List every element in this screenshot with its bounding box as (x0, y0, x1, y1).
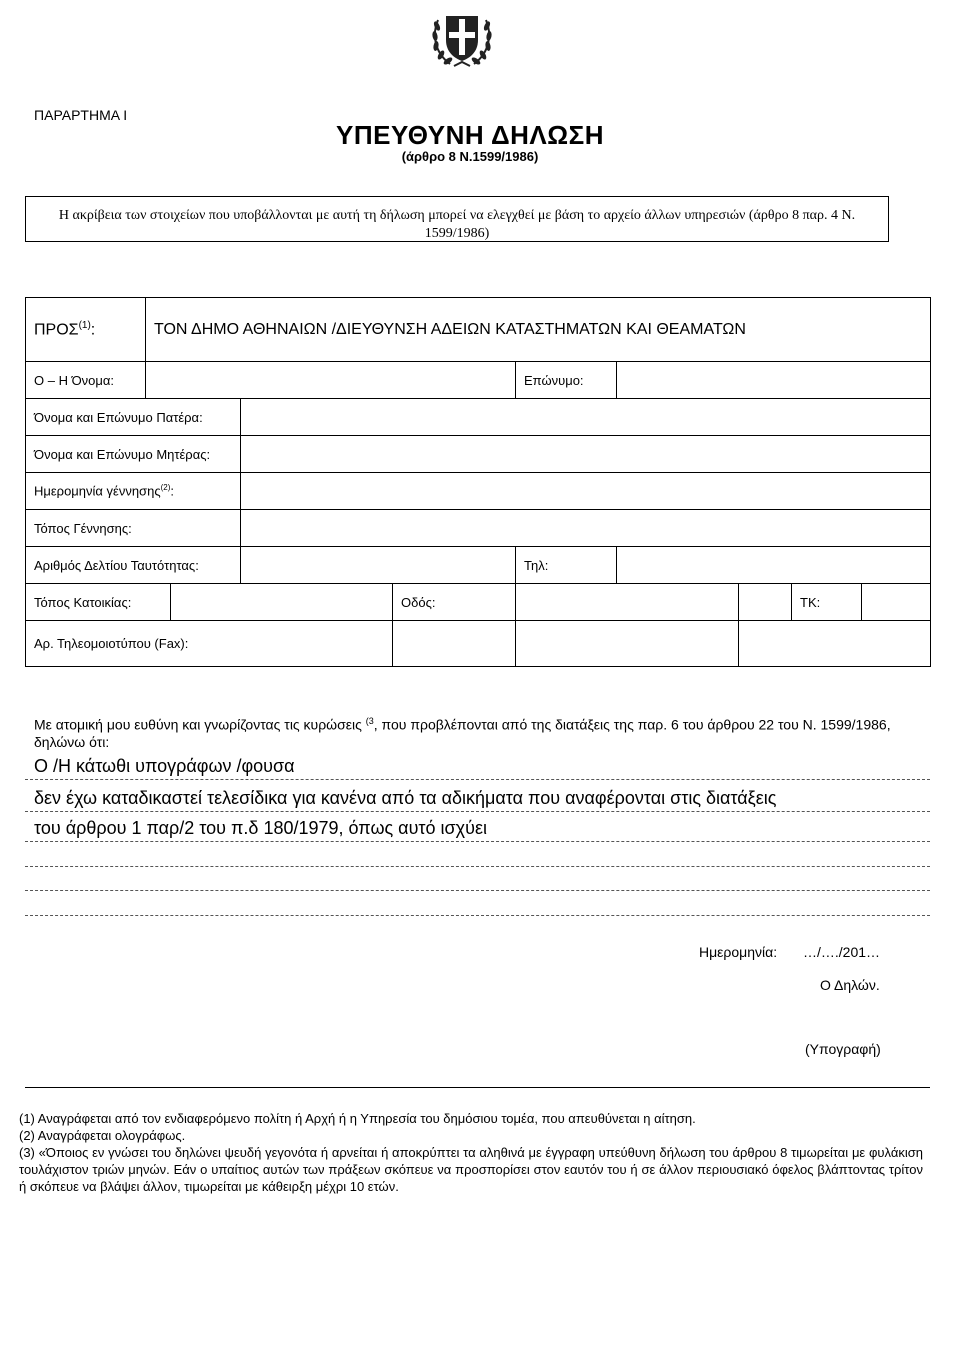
recipient-colon: : (90, 321, 96, 339)
id-label: Αριθμός Δελτίου Ταυτότητας: (26, 547, 241, 584)
birthplace-label: Τόπος Γέννησης: (26, 510, 241, 547)
footnote-2: (2) Αναγράφεται ολογράφως. (19, 1128, 186, 1143)
dotted-line (25, 890, 930, 891)
street-number-field[interactable] (739, 584, 792, 621)
declarant-label: Ο Δηλών. (820, 977, 880, 993)
intro-notice: Η ακρίβεια των στοιχείων που υποβάλλονται με αυτή τη δήλωση μπορεί να ελεγχθεί με βάση το αρχείο άλλων υπηρεσιών (άρθρο 8 παρ. 4 Ν. 1599/1986) (25, 196, 889, 242)
signature-label: (Υπογραφή) (805, 1041, 881, 1057)
residence-field[interactable] (171, 584, 393, 621)
mother-field[interactable] (241, 436, 931, 473)
dotted-line (25, 866, 930, 867)
recipient-value-cell[interactable] (146, 298, 931, 362)
mother-label: Όνομα και Επώνυμο Μητέρας: (26, 436, 241, 473)
footnote-1: (1) Αναγράφεται από τον ενδιαφερόμενο πολίτη ή Αρχή ή η Υπηρεσία του δημόσιου τομέα, που απευθύνεται η αίτηση. (19, 1111, 696, 1126)
email-label-cell (516, 621, 739, 667)
father-label: Όνομα και Επώνυμο Πατέρα: (26, 399, 241, 436)
recipient-label-cell (26, 298, 146, 362)
birthdate-footnote-ref: (2) (160, 483, 171, 493)
birthdate-colon: : (170, 483, 174, 499)
form-row-residence (26, 584, 931, 621)
name-field[interactable] (146, 362, 516, 399)
id-field[interactable] (241, 547, 516, 584)
dotted-line (25, 841, 930, 842)
name-label: Ο – Η Όνομα: (26, 362, 146, 399)
dotted-line (25, 915, 930, 916)
declaration-footnote-ref: (3 (365, 716, 374, 726)
phone-field[interactable] (617, 547, 931, 584)
title-block (0, 120, 960, 164)
recipient-footnote-ref: (1) (78, 319, 91, 331)
page-subtitle: (άρθρο 8 Ν.1599/1986) (401, 149, 539, 164)
form-row-id (26, 547, 931, 584)
postcode-label: ΤΚ: (792, 584, 862, 621)
birthdate-label: Ημερομηνία γέννησης (34, 483, 161, 499)
form-row-fax (26, 621, 931, 667)
declaration-intro-text-1: Με ατομική μου ευθύνη και γνωρίζοντας τις κυρώσεις (34, 716, 362, 733)
date-label: Ημερομηνία: (699, 944, 778, 960)
declaration-line-2[interactable]: δεν έχω καταδικαστεί τελεσίδικα για κανένα από τα αδικήματα που αναφέρονται στις διατάξεις (34, 788, 777, 808)
greek-coat-of-arms-emblem (428, 6, 496, 72)
annex-label: ΠΑΡΑΡΤΗΜΑ Ι (34, 107, 128, 123)
form-row-mother (26, 436, 931, 473)
recipient-label: ΠΡΟΣ (34, 321, 79, 339)
declaration-line-3[interactable]: του άρθρου 1 παρ/2 του π.δ 180/1979, όπως αυτό ισχύει (34, 818, 487, 838)
fax-field[interactable] (393, 621, 516, 667)
surname-field[interactable] (617, 362, 931, 399)
applicant-form (25, 297, 931, 667)
birthdate-field[interactable] (241, 473, 931, 510)
page-title: ΥΠΕΥΘΥΝΗ ΔΗΛΩΣΗ (336, 120, 604, 150)
declaration-intro-text-2: , που προβλέπονται από της διατάξεις της παρ. 6 του άρθρου 22 του Ν. 1599/1986, δηλώνω ότι: (34, 716, 891, 750)
street-label: Οδός: (393, 584, 516, 621)
birthplace-field[interactable] (241, 510, 931, 547)
dotted-line (25, 811, 930, 812)
footnotes (19, 1110, 923, 1195)
date-field[interactable]: …/…./201… (803, 944, 881, 960)
form-row-recipient (26, 298, 931, 362)
dotted-line (25, 779, 930, 780)
fax-label: Αρ. Τηλεομοιοτύπου (Fax): (26, 621, 393, 667)
footnote-3: (3) «Όποιος εν γνώσει του δηλώνει ψευδή γεγονότα ή αρνείται ή αποκρύπτει τα αληθινά με έγγραφη υπεύθυνη δήλωση του άρθρου 8 τιμωρείται με φυλάκιση τουλάχιστον τριών μηνών. Εάν ο υπαίτιος αυτών των πράξεων σκόπευε να προσπορίσει στον εαυτόν του ή σε άλλον περιουσιακό όφελος βλάπτοντας τρίτον ή σκόπευε να βλάψει άλλον, τιμωρείται με κάθειρξη μέχρι 10 ετών. (19, 1145, 923, 1194)
form-row-name (26, 362, 931, 399)
father-field[interactable] (241, 399, 931, 436)
form-row-father (26, 399, 931, 436)
form-row-birthplace (26, 510, 931, 547)
recipient-value: ΤΟΝ ΔΗΜΟ ΑΘΗΝΑΙΩΝ /ΔΙΕΥΘΥΝΣΗ ΑΔΕΙΩΝ ΚΑΤΑΣΤΗΜΑΤΩΝ ΚΑΙ ΘΕΑΜΑΤΩΝ (154, 320, 746, 338)
birthdate-label-cell (26, 473, 241, 510)
street-field[interactable] (516, 584, 739, 621)
form-row-birthdate (26, 473, 931, 510)
residence-label: Τόπος Κατοικίας: (26, 584, 171, 621)
footnotes-divider (25, 1087, 930, 1088)
declaration-line-1[interactable]: Ο /Η κάτωθι υπογράφων /φουσα (34, 756, 295, 776)
declaration-intro (34, 713, 894, 751)
postcode-field[interactable] (862, 584, 931, 621)
phone-label: Τηλ: (516, 547, 617, 584)
email-field[interactable] (739, 621, 931, 667)
surname-label: Επώνυμο: (516, 362, 617, 399)
